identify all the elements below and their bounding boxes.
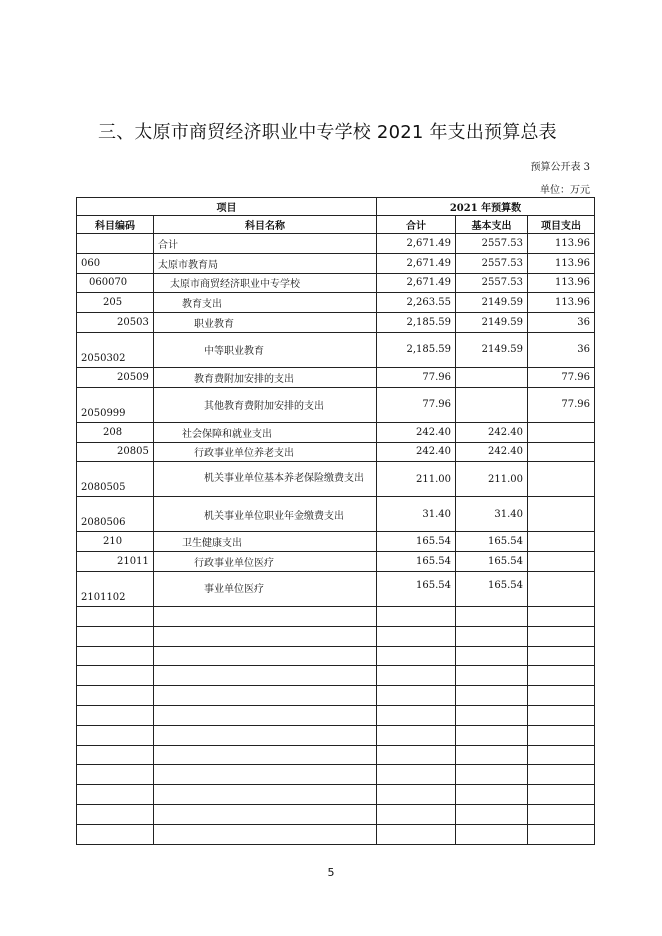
row-name: 卫生健康支出	[154, 532, 377, 552]
row-project	[528, 497, 595, 532]
row-total: 242.40	[377, 422, 456, 442]
empty-row	[77, 626, 595, 646]
row-project: 77.96	[528, 367, 595, 387]
row-total: 2,671.49	[377, 273, 456, 293]
header-basic: 基本支出	[456, 216, 528, 234]
row-code: 210	[77, 532, 154, 552]
row-basic: 2557.53	[456, 253, 528, 273]
empty-row	[77, 666, 595, 686]
row-project: 113.96	[528, 253, 595, 273]
row-basic	[456, 367, 528, 387]
row-total: 165.54	[377, 571, 456, 606]
row-name: 社会保障和就业支出	[154, 422, 377, 442]
table-row	[77, 273, 595, 293]
header-budget-2021: 2021 年预算数	[377, 198, 595, 216]
empty-row	[77, 646, 595, 666]
row-basic: 165.54	[456, 552, 528, 572]
table-row	[77, 442, 595, 462]
row-basic: 211.00	[456, 462, 528, 497]
table-row	[77, 571, 595, 606]
row-basic: 165.54	[456, 571, 528, 606]
row-code	[77, 234, 154, 254]
row-code: 205	[77, 293, 154, 313]
form-number: 预算公开表 3	[530, 162, 590, 173]
row-total: 165.54	[377, 532, 456, 552]
row-total: 2,185.59	[377, 313, 456, 333]
row-name: 太原市商贸经济职业中专学校	[154, 273, 377, 293]
row-name: 教育支出	[154, 293, 377, 313]
row-total: 2,671.49	[377, 253, 456, 273]
row-project	[528, 462, 595, 497]
row-basic: 2149.59	[456, 313, 528, 333]
empty-row	[77, 745, 595, 765]
empty-row	[77, 705, 595, 725]
row-total: 77.96	[377, 367, 456, 387]
table-row	[77, 253, 595, 273]
row-project: 36	[528, 313, 595, 333]
page-title: 三、太原市商贸经济职业中专学校 2021 年支出预算总表	[98, 122, 557, 143]
row-total: 31.40	[377, 497, 456, 532]
row-code: 208	[77, 422, 154, 442]
header-total: 合计	[377, 216, 456, 234]
row-total: 2,671.49	[377, 234, 456, 254]
row-name: 合计	[154, 234, 377, 254]
row-name: 太原市教育局	[154, 253, 377, 273]
row-basic: 2557.53	[456, 234, 528, 254]
header-project: 项目	[77, 198, 377, 216]
empty-row	[77, 606, 595, 626]
row-code: 060	[77, 253, 154, 273]
row-code: 20509	[77, 367, 154, 387]
row-project	[528, 442, 595, 462]
row-project	[528, 422, 595, 442]
table-row	[77, 497, 595, 532]
row-basic: 242.40	[456, 422, 528, 442]
table-row	[77, 313, 595, 333]
row-name: 机关事业单位基本养老保险缴费支出	[154, 462, 377, 497]
row-project	[528, 571, 595, 606]
row-basic	[456, 387, 528, 422]
page-number: 5	[327, 866, 335, 879]
row-name: 职业教育	[154, 313, 377, 333]
row-code: 21011	[77, 552, 154, 572]
row-project: 36	[528, 332, 595, 367]
row-code: 2101102	[77, 571, 154, 606]
table-row	[77, 387, 595, 422]
row-code: 2050999	[77, 387, 154, 422]
empty-row	[77, 686, 595, 706]
table-row	[77, 332, 595, 367]
row-basic: 2149.59	[456, 332, 528, 367]
table-row	[77, 552, 595, 572]
row-total: 211.00	[377, 462, 456, 497]
row-project: 113.96	[528, 293, 595, 313]
row-project: 77.96	[528, 387, 595, 422]
row-basic: 242.40	[456, 442, 528, 462]
row-name: 中等职业教育	[154, 332, 377, 367]
row-project: 113.96	[528, 273, 595, 293]
row-name: 事业单位医疗	[154, 571, 377, 606]
row-basic: 165.54	[456, 532, 528, 552]
table-row	[77, 367, 595, 387]
empty-row	[77, 824, 595, 844]
row-code: 20805	[77, 442, 154, 462]
budget-table	[76, 197, 595, 845]
row-code: 20503	[77, 313, 154, 333]
row-project: 113.96	[528, 234, 595, 254]
row-total: 242.40	[377, 442, 456, 462]
row-total: 77.96	[377, 387, 456, 422]
row-name: 教育费附加安排的支出	[154, 367, 377, 387]
row-basic: 2557.53	[456, 273, 528, 293]
row-name: 机关事业单位职业年金缴费支出	[154, 497, 377, 532]
row-code: 060070	[77, 273, 154, 293]
empty-row	[77, 725, 595, 745]
header-project-expense: 项目支出	[528, 216, 595, 234]
empty-row	[77, 804, 595, 824]
empty-row	[77, 785, 595, 805]
row-project	[528, 552, 595, 572]
row-code: 2080505	[77, 462, 154, 497]
table-row	[77, 234, 595, 254]
row-project	[528, 532, 595, 552]
header-code: 科目编码	[77, 216, 154, 234]
row-code: 2050302	[77, 332, 154, 367]
row-total: 2,185.59	[377, 332, 456, 367]
table-row	[77, 462, 595, 497]
row-total: 2,263.55	[377, 293, 456, 313]
row-name: 其他教育费附加安排的支出	[154, 387, 377, 422]
table-row	[77, 293, 595, 313]
unit-label: 单位：万元	[540, 185, 590, 196]
row-basic: 31.40	[456, 497, 528, 532]
table-row	[77, 422, 595, 442]
row-code: 2080506	[77, 497, 154, 532]
header-name: 科目名称	[154, 216, 377, 234]
table-row	[77, 532, 595, 552]
row-name: 行政事业单位养老支出	[154, 442, 377, 462]
row-basic: 2149.59	[456, 293, 528, 313]
empty-row	[77, 765, 595, 785]
row-total: 165.54	[377, 552, 456, 572]
row-name: 行政事业单位医疗	[154, 552, 377, 572]
